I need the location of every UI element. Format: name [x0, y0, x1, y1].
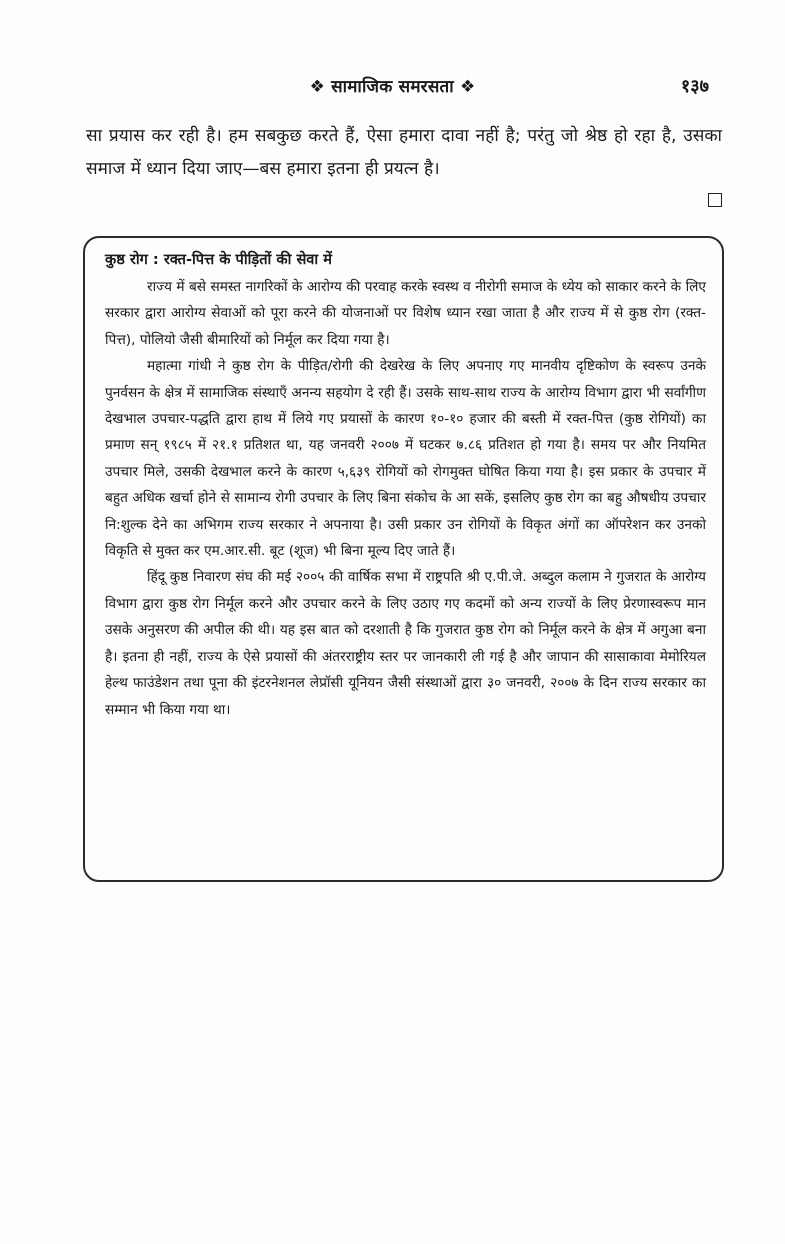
- running-title: ❖ सामाजिक समरसता ❖: [309, 77, 476, 97]
- section-end-square-icon: [708, 193, 722, 207]
- intro-paragraph: सा प्रयास कर रही है। हम सबकुछ करते हैं, ऐसा हमारा दावा नहीं है; परंतु जो श्रेष्ठ हो रहा है, उसका समाज में ध्यान दिया जाए—बस हमारा इतना ही प्रयत्न है।: [86, 126, 722, 179]
- box-heading: कुष्ठ रोग : रक्त-पित्त के पीड़ितों की सेवा में: [105, 251, 333, 268]
- page-number: १३७: [680, 76, 709, 97]
- boxed-section: [83, 236, 724, 882]
- box-paragraph-1: राज्य में बसे समस्त नागरिकों के आरोग्य की परवाह करके स्वस्थ व नीरोगी समाज के ध्येय को साकार करने के लिए सरकार द्वारा आरोग्य सेवाओं को पूरा करने की योजनाओं पर विशेष ध्यान रखा जाता है और राज्य में से कुष्ठ रोग (रक्त-पित्त), पोलियो जैसी बीमारियों को निर्मूल कर दिया गया है।: [105, 279, 706, 348]
- running-header: [0, 74, 785, 102]
- box-paragraph-3: हिंदू कुष्ठ निवारण संघ की मई २००५ की वार्षिक सभा में राष्ट्रपति श्री ए.पी.जे. अब्दुल कलाम ने गुजरात के आरोग्य विभाग द्वारा कुष्ठ रोग निर्मूल करने और उपचार करने के लिए उठाए गए कदमों को अन्य राज्यों के लिए प्रेरणास्वरूप मान उसके अनुसरण की अपील की थी। यह इस बात को दरशाती है कि गुजरात कुष्ठ रोग को निर्मूल करने के क्षेत्र में अगुआ बना है। इतना ही नहीं, राज्य के ऐसे प्रयासों की अंतरराष्ट्रीय स्तर पर जानकारी ली गई है और जापान की सासाकावा मेमोरियल हेल्थ फाउंडेशन तथा पूना की इंटरनेशनल लेप्रॉसी यूनियन जैसी संस्थाओं द्वारा ३० जनवरी, २००७ के दिन राज्य सरकार का सम्मान भी किया गया था।: [105, 569, 706, 718]
- box-paragraph-2: महात्मा गांधी ने कुष्ठ रोग के पीड़ित/रोगी की देखरेख के लिए अपनाए गए मानवीय दृष्टिकोण के स्वरूप उनके पुनर्वसन के क्षेत्र में सामाजिक संस्थाएँ अनन्य सहयोग दे रही हैं। उसके साथ-साथ राज्य के आरोग्य विभाग द्वारा भी सर्वांगीण देखभाल उपचार-पद्धति द्वारा हाथ में लिये गए प्रयासों के कारण १०-१० हजार की बस्ती में रक्त-पित्त (कुष्ठ रोगियों) का प्रमाण सन् १९८५ में २१.१ प्रतिशत था, यह जनवरी २००७ में घटकर ७.८६ प्रतिशत हो गया है। समय पर और नियमित उपचार मिले, उसकी देखभाल करने के कारण ५,६३९ रोगियों को रोगमुक्त घोषित किया गया है। इस प्रकार के उपचार में बहुत अधिक खर्चा होने से सामान्य रोगी उपचार के लिए बिना संकोच के आ सकें, इसलिए कुष्ठ रोग का बहु औषधीय उपचार नि:शुल्क देने का अभिगम राज्य सरकार ने अपनाया है। उसी प्रकार उन रोगियों के विकृत अंगों का ऑपरेशन कर उनको विकृति से मुक्त कर एम.आर.सी. बूट (शूज) भी बिना मूल्य दिए जाते हैं।: [105, 358, 706, 560]
